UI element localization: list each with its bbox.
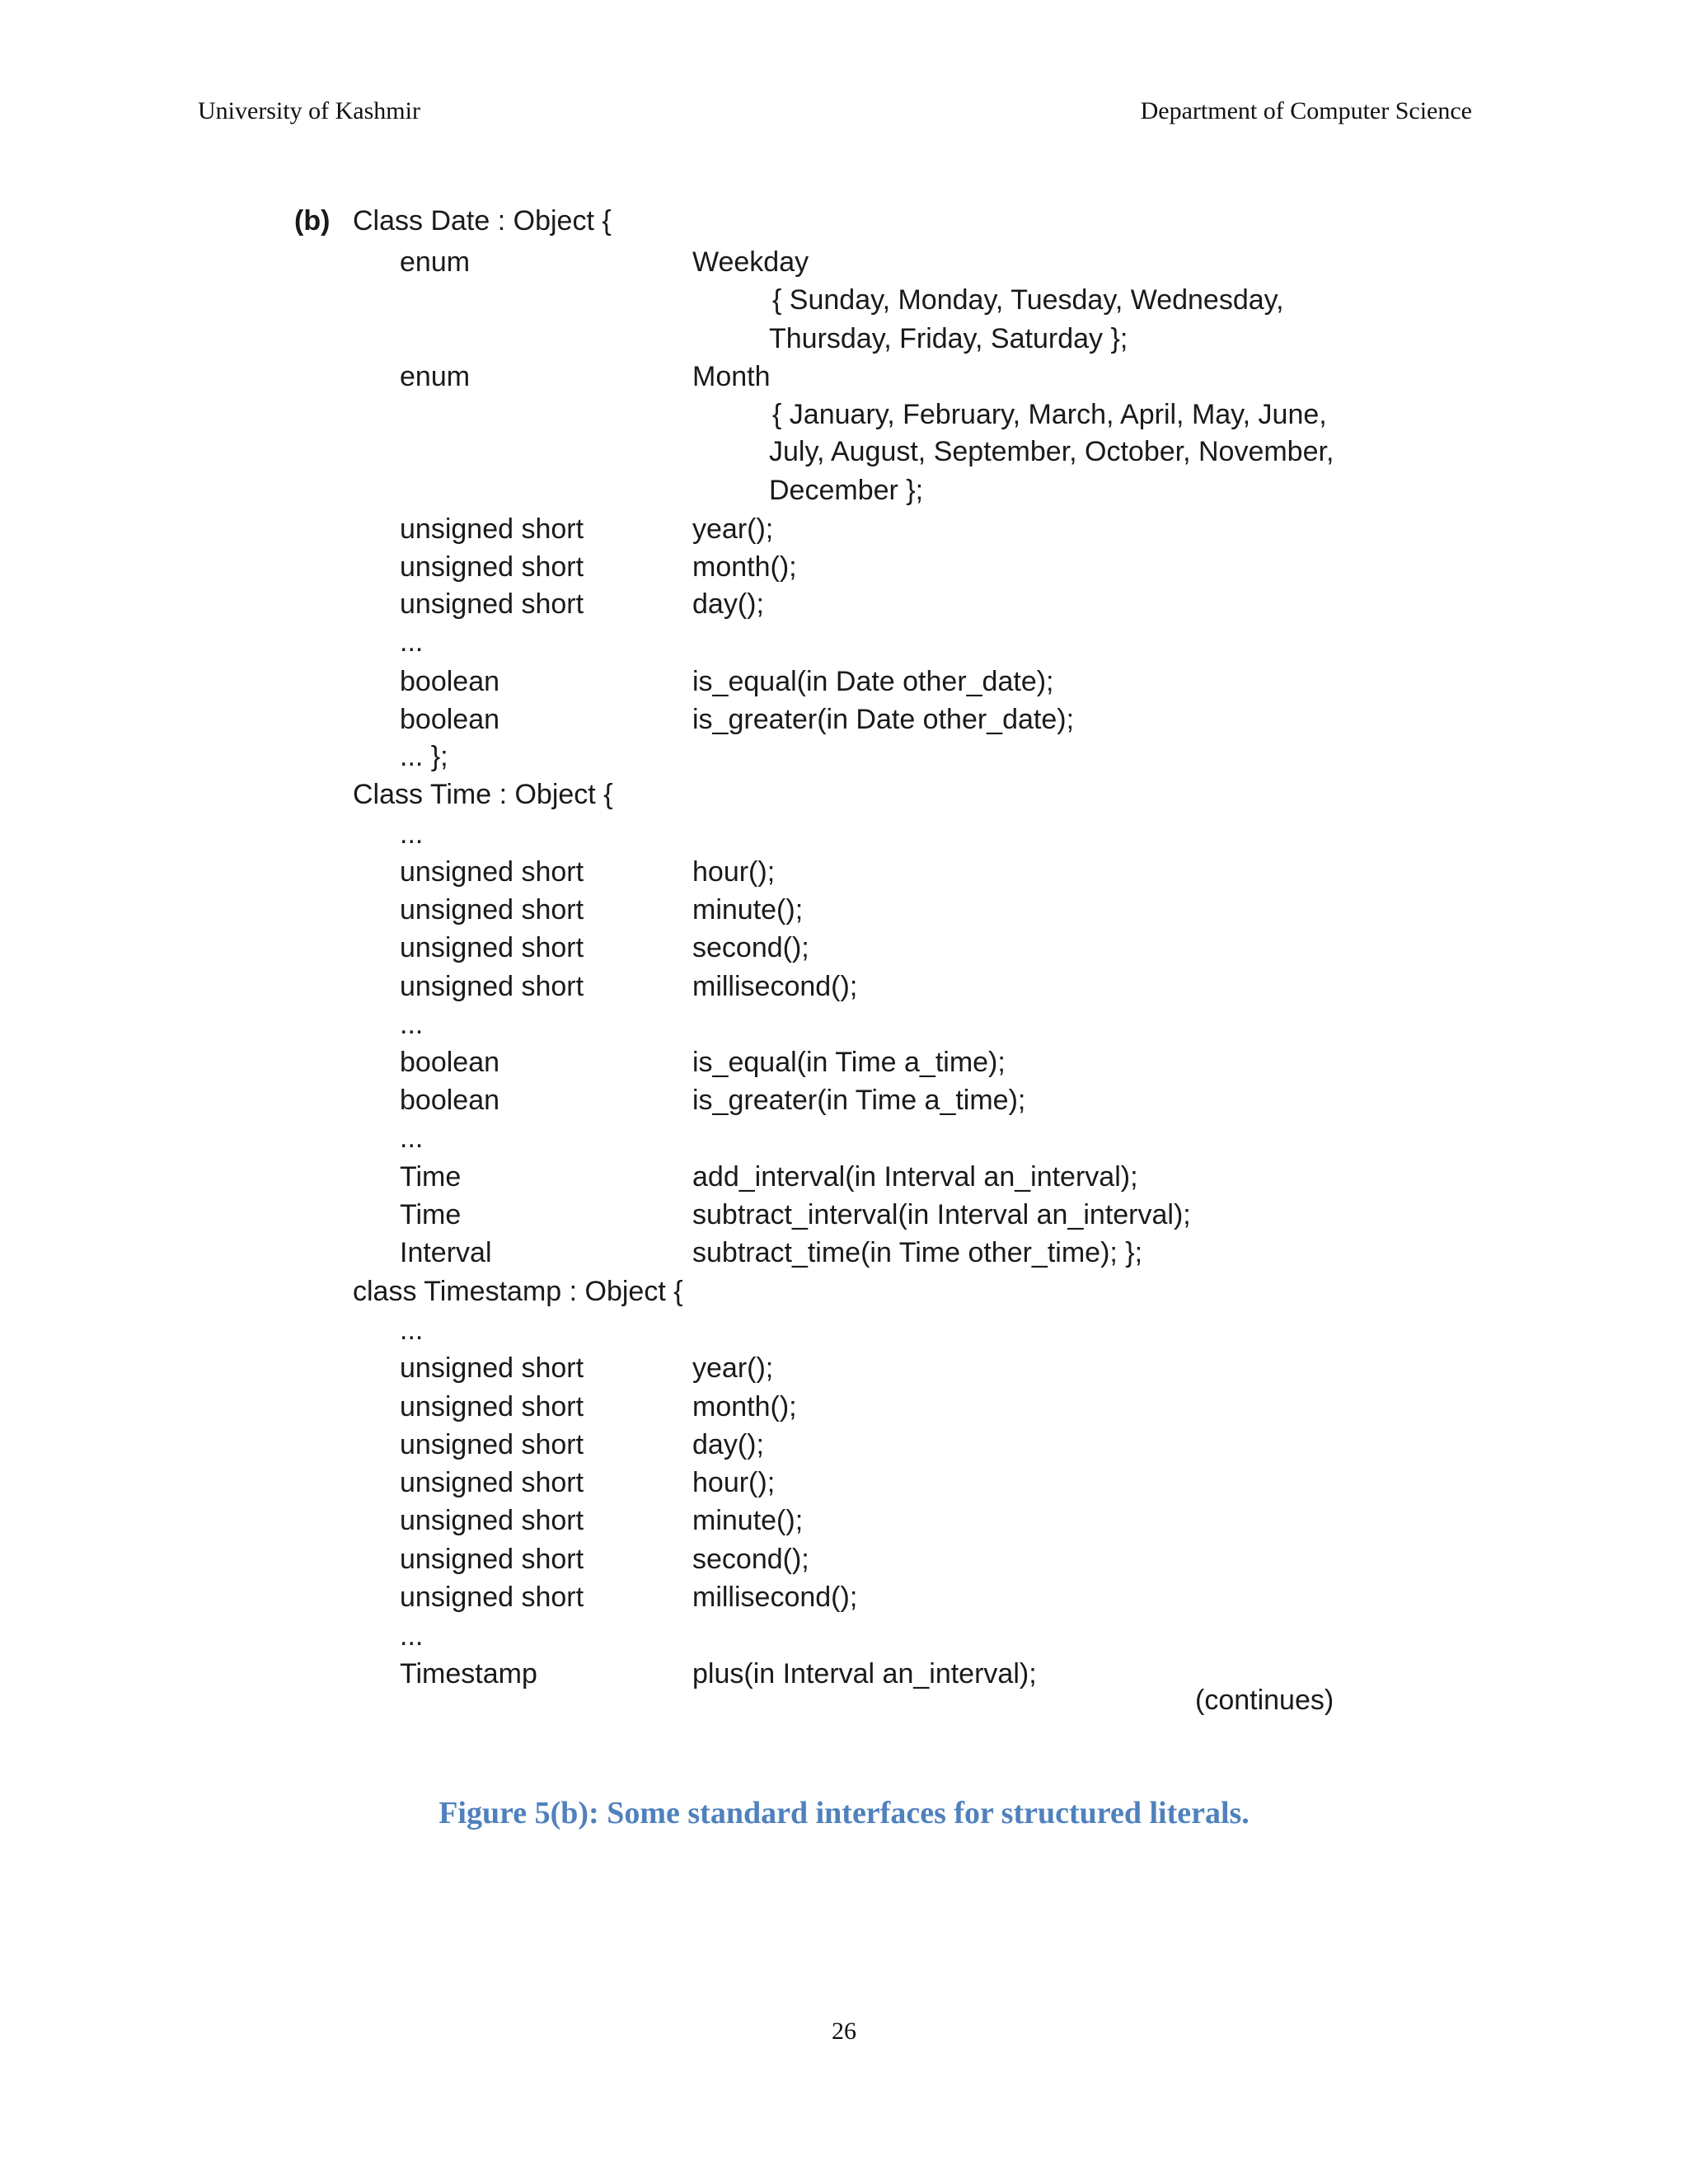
timestamp-member-name: month(); — [692, 1391, 797, 1422]
continues-note: (continues) — [1195, 1685, 1334, 1716]
timestamp-member-name: plus(in Interval an_interval); — [692, 1658, 1037, 1690]
timestamp-member-type: Timestamp — [400, 1658, 537, 1690]
timestamp-member-type: unsigned short — [400, 1544, 584, 1575]
time-member-name: second(); — [692, 932, 809, 963]
date-member-name: is_greater(in Date other_date); — [692, 704, 1075, 735]
time-member-type: Time — [400, 1199, 462, 1230]
time-member-name: subtract_interval(in Interval an_interval); — [692, 1199, 1191, 1230]
figure-caption: Figure 5(b): Some standard interfaces for structured literals. — [438, 1796, 1250, 1830]
month-name: Month — [692, 361, 771, 392]
timestamp-member-type: unsigned short — [400, 1352, 584, 1384]
date-member-type: boolean — [400, 666, 500, 697]
date-member-name: is_equal(in Date other_date); — [692, 666, 1054, 697]
timestamp-member-name: second(); — [692, 1544, 809, 1575]
timestamp-class-head: class Timestamp : Object { — [353, 1276, 683, 1307]
weekday-name: Weekday — [692, 246, 809, 278]
timestamp-member-type: unsigned short — [400, 1391, 584, 1422]
date-class-head: Class Date : Object { — [353, 205, 612, 237]
month-type: enum — [400, 361, 471, 392]
time-member-ellipsis: ... — [400, 818, 424, 850]
time-member-ellipsis: ... — [400, 1122, 424, 1154]
date-member-ellipsis: ... — [400, 626, 424, 658]
time-member-type: boolean — [400, 1085, 500, 1116]
month-values-1: { January, February, March, April, May, June, — [772, 399, 1327, 430]
timestamp-member-type: unsigned short — [400, 1429, 584, 1460]
time-member-name: subtract_time(in Time other_time); }; — [692, 1237, 1143, 1268]
timestamp-member-name: hour(); — [692, 1467, 776, 1498]
timestamp-member-ellipsis: ... — [400, 1620, 424, 1652]
weekday-values-2: Thursday, Friday, Saturday }; — [769, 323, 1128, 354]
date-class-end: ... }; — [400, 741, 448, 772]
month-values-3: December }; — [769, 475, 924, 506]
timestamp-member-type: unsigned short — [400, 1505, 584, 1536]
timestamp-member-name: year(); — [692, 1352, 774, 1384]
date-member-type: unsigned short — [400, 513, 584, 545]
time-member-name: is_greater(in Time a_time); — [692, 1085, 1026, 1116]
date-member-name: year(); — [692, 513, 774, 545]
time-member-type: Time — [400, 1161, 462, 1193]
timestamp-member-name: millisecond(); — [692, 1582, 858, 1613]
month-values-2: July, August, September, October, November, — [769, 436, 1334, 467]
timestamp-member-type: unsigned short — [400, 1582, 584, 1613]
timestamp-member-name: minute(); — [692, 1505, 804, 1536]
weekday-type: enum — [400, 246, 471, 278]
time-member-name: millisecond(); — [692, 971, 858, 1002]
time-member-type: unsigned short — [400, 894, 584, 926]
time-class-head: Class Time : Object { — [353, 779, 613, 810]
page-number: 26 — [832, 2018, 856, 2045]
time-member-name: add_interval(in Interval an_interval); — [692, 1161, 1138, 1193]
time-member-type: unsigned short — [400, 971, 584, 1002]
header-right: Department of Computer Science — [1140, 97, 1472, 124]
time-member-type: unsigned short — [400, 932, 584, 963]
figure-label: (b) — [294, 205, 331, 237]
time-member-name: hour(); — [692, 856, 776, 888]
date-member-type: unsigned short — [400, 588, 584, 620]
date-member-name: month(); — [692, 551, 797, 583]
header-left: University of Kashmir — [198, 97, 420, 124]
timestamp-member-type: unsigned short — [400, 1467, 584, 1498]
time-member-type: unsigned short — [400, 856, 584, 888]
time-member-name: is_equal(in Time a_time); — [692, 1047, 1006, 1078]
time-member-name: minute(); — [692, 894, 804, 926]
date-member-type: boolean — [400, 704, 500, 735]
timestamp-member-name: day(); — [692, 1429, 764, 1460]
time-member-ellipsis: ... — [400, 1009, 424, 1040]
date-member-type: unsigned short — [400, 551, 584, 583]
date-member-name: day(); — [692, 588, 764, 620]
weekday-values-1: { Sunday, Monday, Tuesday, Wednesday, — [772, 284, 1284, 316]
timestamp-member-ellipsis: ... — [400, 1315, 424, 1346]
time-member-type: boolean — [400, 1047, 500, 1078]
time-member-type: Interval — [400, 1237, 492, 1268]
